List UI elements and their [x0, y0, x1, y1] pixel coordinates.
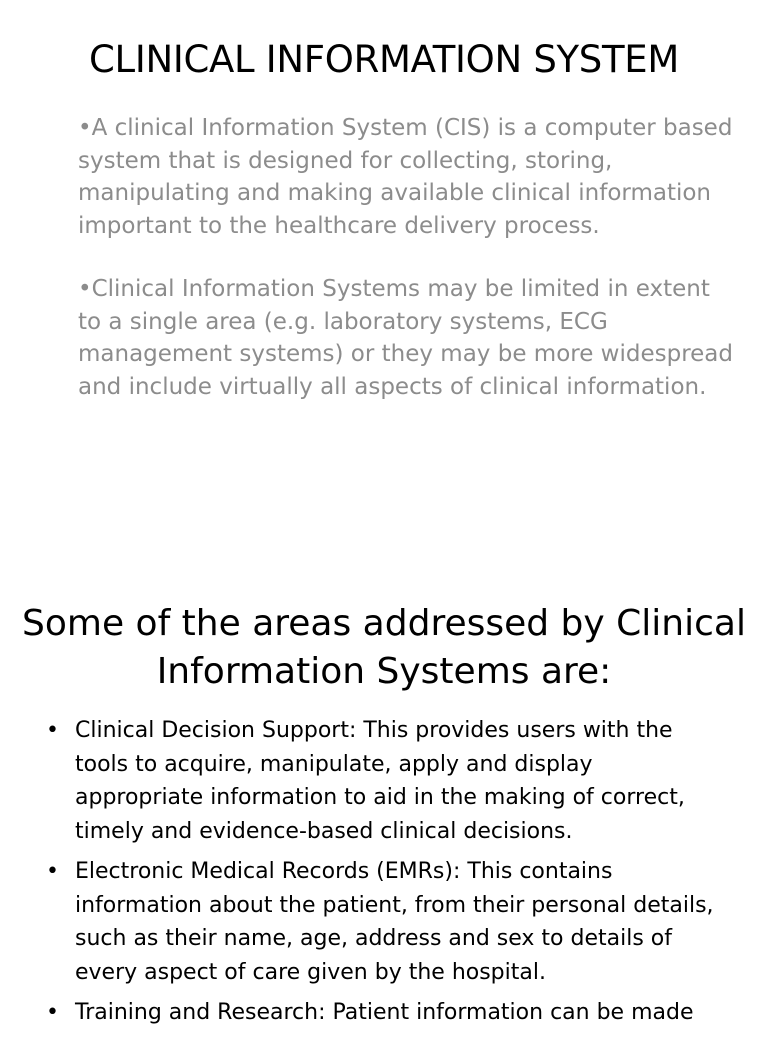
intro-paragraph: •Clinical Information Systems may be limited in extent to a single area (e.g. laboratory systems, ECG management systems) or they may be more widespread and include virtually all aspects of clinical information. — [78, 276, 734, 400]
slide-title: CLINICAL INFORMATION SYSTEM — [89, 38, 679, 81]
intro-paragraph: •A clinical Information System (CIS) is a computer based system that is designed for collecting, storing, manipulating and making available clinical information important to the healthcare delivery process. — [78, 115, 733, 239]
list-item-text: Electronic Medical Records (EMRs): This contains information about the patient, from their personal details, such as their name, age, address and sex to details of every aspect of care given by the hospital. — [75, 859, 714, 985]
list-item — [46, 714, 726, 848]
list-item — [46, 996, 726, 1030]
slide-title: Some of the areas addressed by Clinical Information Systems are: — [22, 603, 746, 692]
list-item-text: Training and Research: Patient information can be made — [75, 1000, 694, 1025]
intro-paragraph-list — [78, 112, 738, 434]
bullet-icon: • — [46, 1000, 59, 1025]
bullet-icon: • — [46, 859, 59, 884]
slide-areas-addressed — [0, 560, 768, 1024]
areas-bullet-list — [46, 714, 726, 1037]
list-item-text: Clinical Decision Support: This provides users with the tools to acquire, manipulate, apply and display appropriate information to aid in the making of correct, timely and evidence-based clinical decisions. — [75, 718, 685, 844]
list-item — [46, 855, 726, 989]
bullet-icon: • — [46, 718, 59, 743]
